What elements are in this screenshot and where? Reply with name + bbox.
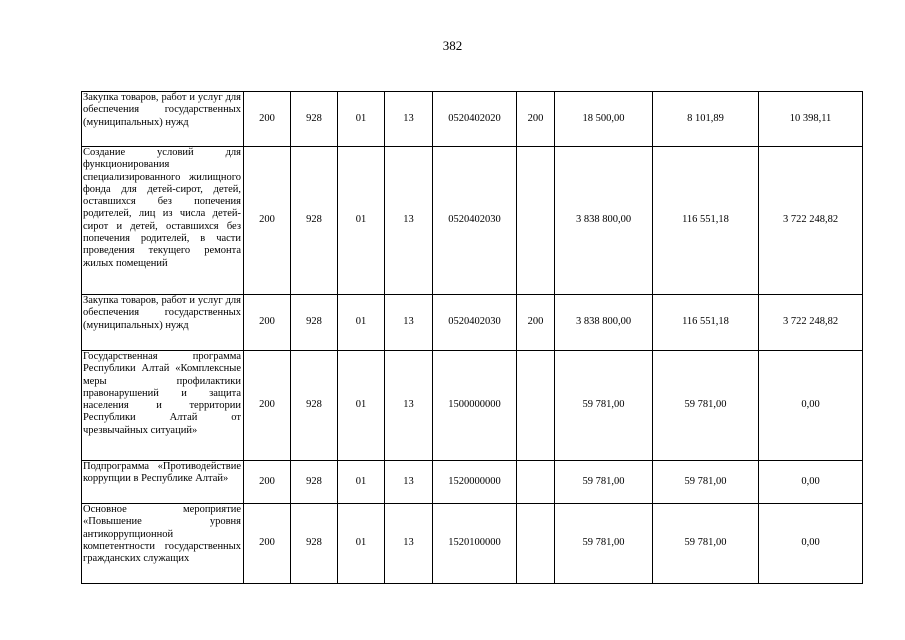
code-cell: 200 (244, 92, 291, 147)
row-name-cell: Закупка товаров, работ и услуг для обеспечения государственных (муниципальных) нужд (82, 295, 244, 351)
amount-cell: 0,00 (759, 461, 863, 504)
target-code-cell: 1500000000 (433, 351, 517, 461)
code-cell: 928 (291, 504, 338, 584)
expense-type-cell: 200 (517, 295, 555, 351)
code-cell: 928 (291, 351, 338, 461)
amount-cell: 0,00 (759, 504, 863, 584)
target-code-cell: 1520100000 (433, 504, 517, 584)
code-cell: 01 (338, 504, 385, 584)
amount-cell: 3 722 248,82 (759, 147, 863, 295)
code-cell: 01 (338, 351, 385, 461)
target-code-cell: 1520000000 (433, 461, 517, 504)
code-cell: 928 (291, 147, 338, 295)
amount-cell: 3 838 800,00 (555, 295, 653, 351)
code-cell: 928 (291, 295, 338, 351)
amount-cell: 3 838 800,00 (555, 147, 653, 295)
amount-cell: 59 781,00 (555, 504, 653, 584)
amount-cell: 59 781,00 (555, 351, 653, 461)
table-body (82, 92, 863, 584)
code-cell: 200 (244, 351, 291, 461)
amount-cell: 18 500,00 (555, 92, 653, 147)
expense-type-cell (517, 351, 555, 461)
table-row (82, 351, 863, 461)
row-name-cell: Закупка товаров, работ и услуг для обеспечения государственных (муниципальных) нужд (82, 92, 244, 147)
code-cell: 200 (244, 295, 291, 351)
code-cell: 200 (244, 504, 291, 584)
row-name-cell: Основное мероприятие «Повышение уровня антикоррупционной компетентности государственных гражданских служащих (82, 504, 244, 584)
amount-cell: 0,00 (759, 351, 863, 461)
expense-type-cell (517, 147, 555, 295)
row-name-cell: Государственная программа Республики Алтай «Комплексные меры профилактики правонарушений и защита населения и территории Республики Алтай от чрезвычайных ситуаций» (82, 351, 244, 461)
code-cell: 01 (338, 295, 385, 351)
target-code-cell: 0520402030 (433, 295, 517, 351)
expense-type-cell (517, 504, 555, 584)
amount-cell: 10 398,11 (759, 92, 863, 147)
table-row (82, 92, 863, 147)
amount-cell: 116 551,18 (653, 147, 759, 295)
table-row (82, 461, 863, 504)
code-cell: 13 (385, 147, 433, 295)
row-name-cell: Создание условий для функционирования специализированного жилищного фонда для детей-сирот, детей, оставшихся без попечения родителей, лиц из числа детей-сирот и детей, оставшихся без попечения родителей, в части проведения текущего ремонта жилых помещений (82, 147, 244, 295)
code-cell: 01 (338, 147, 385, 295)
table-row (82, 295, 863, 351)
code-cell: 200 (244, 461, 291, 504)
expense-type-cell: 200 (517, 92, 555, 147)
code-cell: 13 (385, 295, 433, 351)
budget-table (81, 91, 863, 584)
code-cell: 13 (385, 461, 433, 504)
table-row (82, 504, 863, 584)
code-cell: 928 (291, 92, 338, 147)
amount-cell: 3 722 248,82 (759, 295, 863, 351)
code-cell: 928 (291, 461, 338, 504)
code-cell: 13 (385, 92, 433, 147)
amount-cell: 59 781,00 (653, 504, 759, 584)
target-code-cell: 0520402030 (433, 147, 517, 295)
code-cell: 200 (244, 147, 291, 295)
code-cell: 01 (338, 461, 385, 504)
amount-cell: 8 101,89 (653, 92, 759, 147)
amount-cell: 59 781,00 (653, 461, 759, 504)
row-name-cell: Подпрограмма «Противодействие коррупции в Республике Алтай» (82, 461, 244, 504)
table-row (82, 147, 863, 295)
code-cell: 13 (385, 504, 433, 584)
amount-cell: 116 551,18 (653, 295, 759, 351)
page-number: 382 (442, 38, 463, 53)
code-cell: 13 (385, 351, 433, 461)
amount-cell: 59 781,00 (653, 351, 759, 461)
target-code-cell: 0520402020 (433, 92, 517, 147)
expense-type-cell (517, 461, 555, 504)
amount-cell: 59 781,00 (555, 461, 653, 504)
code-cell: 01 (338, 92, 385, 147)
